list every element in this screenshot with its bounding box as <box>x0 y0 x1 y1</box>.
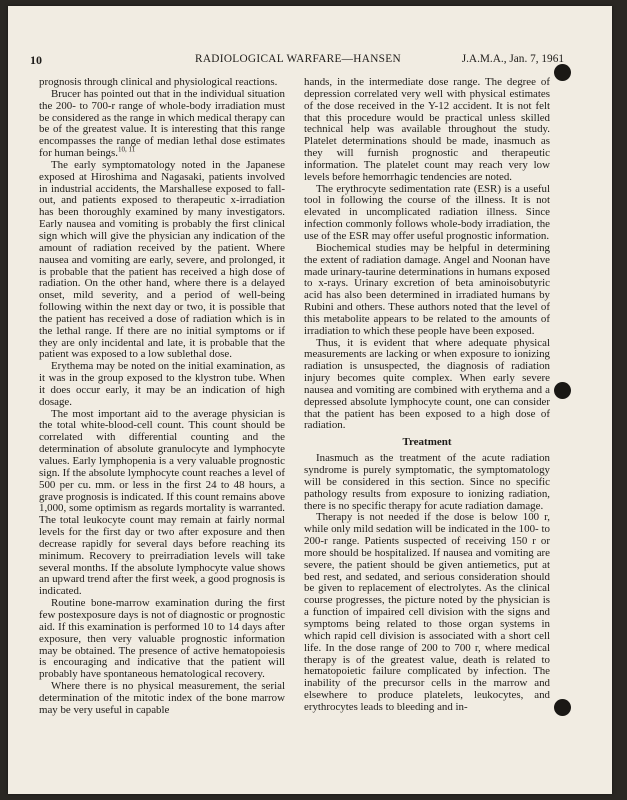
page-number: 10 <box>30 53 42 67</box>
running-title: RADIOLOGICAL WARFARE—HANSEN <box>195 53 401 65</box>
paragraph: The erythrocyte sedimentation rate (ESR) is a useful tool in following the course of the illness. It is not elevated in uncomplicated radiation illness. Since infection commonly follows whole-body irradiation, the use of the ESR may offer useful prognostic information. <box>304 182 550 242</box>
right-column <box>304 77 550 714</box>
paragraph: prognosis through clinical and physiological reactions. <box>39 76 278 88</box>
paragraph: Routine bone-marrow examination during the first few postexposure days is not of diagnostic or prognostic aid. If this examination is performed 10 to 14 days after exposure, then very valuable prognostic information may be obtained. The presence of active hematopoiesis is encouraging and indicative that the patient will probably have spontaneous hematological recovery. <box>39 597 285 681</box>
section-heading: Treatment <box>402 436 452 449</box>
paragraph: Inasmuch as the treatment of the acute radiation syndrome is purely symptomatic, the symptomatology will be considered in this section. Since no specific pathology results from exposure to ionizing radiation, there is no specific therapy for acute radiation damage. <box>304 452 550 512</box>
binder-hole <box>554 382 571 399</box>
paragraph: The early symptomatology noted in the Japanese exposed at Hiroshima and Nagasaki, patients involved in industrial accidents, the Marshallese exposed to fall-out, and patients exposed to therapeutic x-irradiation has been thoroughly examined by many investigators. Early nausea and vomiting is probably the first clinical sign which will give the physician any indication of the amount of radiation received by the patient. Where nausea and vomiting are early, severe, and prolonged, it is probable that the patient has received a high dose of radiation. On the other hand, where there is a delayed onset, mild severity, and a period of well-being following within the next day or two, it is possible that the patient has received a dose of radiation which is in the lethal range. If there are no initial symptoms or if they are only incidental and late, it is probable that the patient was exposed to a low sublethal dose. <box>39 158 285 361</box>
left-column <box>39 77 285 717</box>
running-header <box>30 53 564 69</box>
binder-hole <box>554 699 571 716</box>
paragraph: The most important aid to the average physician is the total white-blood-cell count. This count should be correlated with differential counting and the determination of absolute granulocyte and lymphocyte values. Early lymphopenia is a very valuable prognostic sign. If the absolute lymphocyte count reaches a level of 500 per cu. mm. or less in the first 24 to 48 hours, a grave prognosis is indicated. If this count remains above 1,000, some optimism as regards mortality is warranted. The total leukocyte count may remain at fairly normal levels for the first day or two after exposure and then decrease rapidly for several days before reaching its minimum. Recovery to preirradiation levels will take several months. If the absolute lymphocyte value shows an upward trend after the first week, a good prognosis is indicated. <box>39 407 285 598</box>
journal-citation: J.A.M.A., Jan. 7, 1961 <box>461 53 564 65</box>
paragraph: Therapy is not needed if the dose is below 100 r, while only mild sedation will be indicated in the 100- to 200-r range. Patients suspected of receiving 150 r or more should be hospitalized. If nausea and vomiting are severe, the patient should be given antiemetics, put at bed rest, and sedated, and serious consideration should be given to replacement of electrolytes. As the clinical course progresses, the picture noted by the physician is a function of impaired cell division with the signs and symptoms being related to those organ systems in which rapid cell division is associated with a short cell life. In the dose range of 200 to 700 r, where medical therapy is of the greatest value, death is related to hematopoietic failure complicated by infection. The inability of the precursor cells in the marrow and elsewhere to produce platelets, leukocytes, and erythrocytes leads to bleeding and in- <box>304 511 550 713</box>
paragraph: Thus, it is evident that where adequate physical measurements are lacking or when exposure to ionizing radiation is unsuspected, the diagnosis of radiation injury becomes quite complex. When early severe nausea and vomiting are combined with erythema and a depressed absolute lymphocyte count, one can consider that the patient has been exposed to a high dose of radiation. <box>304 336 550 432</box>
paragraph: Brucer has pointed out that in the individual situation the 200- to 700-r range of whole-body irradiation must be considered as the range in which medical therapy can be of the greatest value. It is interesting that this range encompasses the range of median lethal dose estimates for human beings.$^{10, 11}$ <box>39 87 285 160</box>
paragraph: hands, in the intermediate dose range. The degree of depression correlated very well with physical estimates of the dose received in the Y-12 accident. It is not felt that this procedure would be practical unless skilled technical help was available throughout the study. Platelet determinations should be made, inasmuch as they will furnish prognostic and therapeutic information. The platelet count may reach very low levels before hemorrhagic tendencies are noted. <box>304 76 550 183</box>
paragraph: Biochemical studies may be helpful in determining the extent of radiation damage. Angel and Noonan have made urinary-taurine determinations in humans exposed to x-rays. Urinary excretion of beta aminoisobutyric acid has also been determined in irradiated humans by Rubini and others. These authors noted that the level of this metabolite appears to be related to the amounts of irradiation to which these people have been exposed. <box>304 241 550 337</box>
paragraph: Erythema may be noted on the initial examination, as it was in the group exposed to the klystron tube. When it does occur early, it may be an indication of high dosage. <box>39 360 285 408</box>
paragraph: Where there is no physical measurement, the serial determination of the mitotic index of the bone marrow may be very useful in capable <box>39 680 285 716</box>
journal-page <box>8 6 612 794</box>
